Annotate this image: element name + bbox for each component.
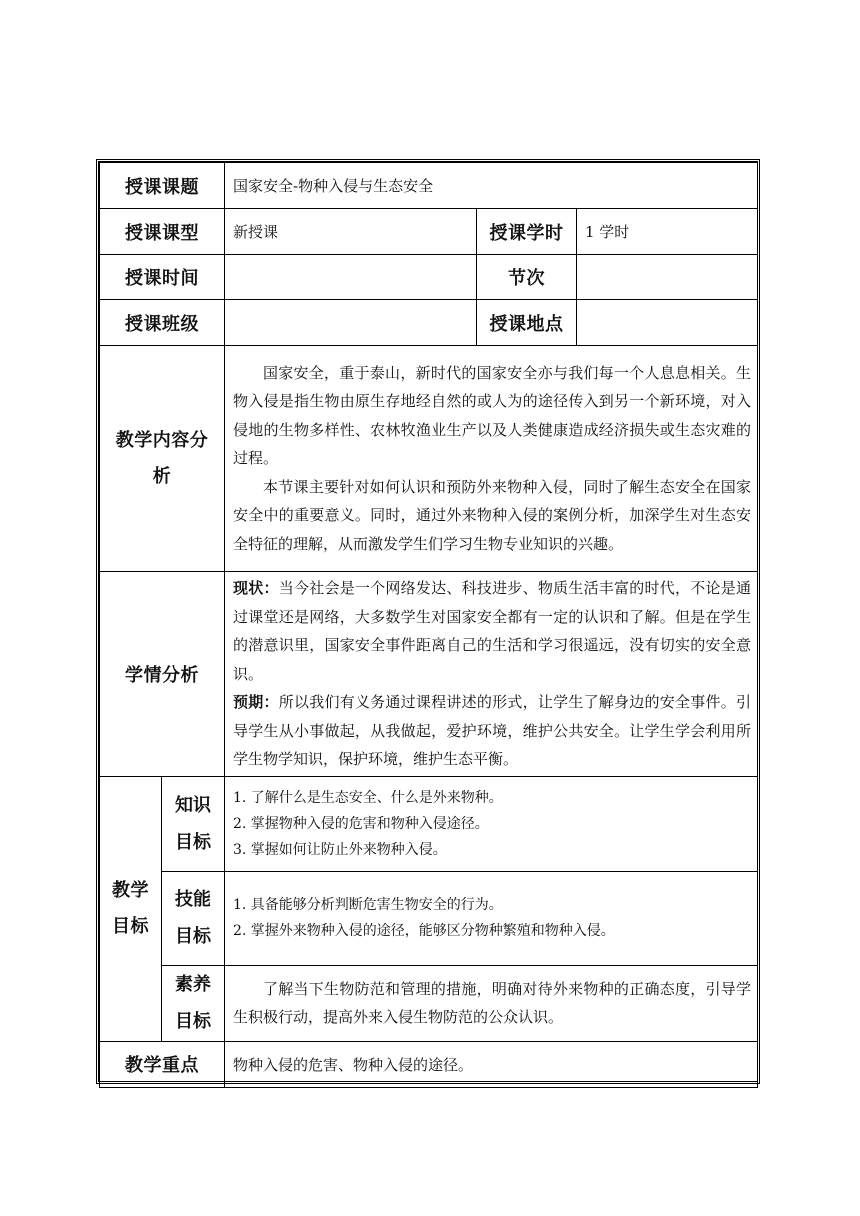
knowledge-label-line1: 知识 [175, 794, 211, 816]
row-time [100, 255, 758, 300]
list-item: 1. 具备能够分析判断危害生物安全的行为。 [233, 897, 503, 913]
row-type [100, 209, 758, 255]
content-analysis-label-line2: 析 [152, 465, 172, 487]
section-label: 节次 [477, 255, 577, 300]
hours-label: 授课学时 [477, 209, 577, 255]
objectives-label-line2: 目标 [112, 915, 149, 937]
hours-value: 1 学时 [577, 209, 758, 255]
objectives-label-line1: 教学 [112, 879, 149, 901]
topic-label: 授课课题 [100, 163, 225, 209]
list-item: 2. 掌握物种入侵的危害和物种入侵途径。 [233, 815, 489, 832]
literacy-label-line2: 目标 [175, 1011, 211, 1032]
content-analysis-para2: 本节课主要针对如何认识和预防外来物种入侵，同时了解生态安全在国家安全中的重要意义。同时，通过外来物种入侵的案例分析，加深学生对生态安全特征的理解，从而激发学生们学习生物专业知识的兴趣。 [233, 477, 751, 553]
literacy-label-line1: 素养 [175, 974, 211, 995]
knowledge-label-line2: 目标 [175, 831, 211, 853]
time-label: 授课时间 [100, 255, 225, 300]
literacy-text: 了解当下生物防范和管理的措施，明确对待外来物种的正确态度，引导学生积极行动，提高外来入侵生物防范的公众认识。 [233, 979, 751, 1026]
objectives-label [100, 776, 162, 1041]
class-value [225, 300, 477, 346]
row-student-analysis [100, 572, 758, 777]
skill-label-line1: 技能 [175, 889, 211, 910]
row-literacy-objective [100, 965, 758, 1041]
type-value: 新授课 [225, 209, 477, 255]
place-label: 授课地点 [477, 300, 577, 346]
list-item: 3. 掌握如何让防止外来物种入侵。 [233, 841, 447, 858]
expect-heading: 预期： [233, 693, 279, 711]
lesson-plan-table [99, 162, 758, 1088]
topic-value: 国家安全-物种入侵与生态安全 [225, 163, 758, 209]
skill-items [225, 871, 758, 965]
status-text: 当今社会是一个网络发达、科技进步、物质生活丰富的时代，不论是通过课堂还是网络，大多数学生对国家安全都有一定的认识和了解。但是在学生的潜意识里，国家安全事件距离自己的生活和学习很遥远，没有切实的安全意识。 [233, 579, 751, 683]
content-analysis-text [225, 346, 758, 572]
row-knowledge-objective [100, 776, 758, 871]
place-value [577, 300, 758, 346]
expect-paragraph [233, 688, 751, 774]
status-heading: 现状： [233, 579, 279, 597]
content-analysis-label-line1: 教学内容分 [115, 429, 209, 451]
student-analysis-label: 学情分析 [100, 572, 225, 777]
knowledge-label [162, 776, 225, 871]
time-value [225, 255, 477, 300]
key-points-value: 物种入侵的危害、物种入侵的途径。 [225, 1041, 758, 1087]
row-class [100, 300, 758, 346]
skill-label-line2: 目标 [175, 926, 211, 947]
list-item: 1. 了解什么是生态安全、什么是外来物种。 [233, 789, 503, 806]
literacy-label [162, 965, 225, 1041]
literacy-text-cell [225, 965, 758, 1041]
row-content-analysis [100, 346, 758, 572]
knowledge-items [225, 776, 758, 871]
student-analysis-text [225, 572, 758, 777]
key-points-label: 教学重点 [100, 1041, 225, 1087]
list-item: 2. 掌握外来物种入侵的途径，能够区分物种繁殖和物种入侵。 [233, 923, 615, 939]
type-label: 授课课型 [100, 209, 225, 255]
row-topic [100, 163, 758, 209]
row-skill-objective [100, 871, 758, 965]
content-analysis-label [100, 346, 225, 572]
skill-label [162, 871, 225, 965]
content-analysis-para1: 国家安全，重于泰山，新时代的国家安全亦与我们每一个人息息相关。生物入侵是指生物由原生存地经自然的或人为的途径传入到另一个新环境，对入侵地的生物多样性、农林牧渔业生产以及人类健康造成经济损失或生态灾难的过程。 [233, 363, 751, 468]
status-paragraph [233, 574, 751, 688]
class-label: 授课班级 [100, 300, 225, 346]
row-key-points [100, 1041, 758, 1087]
section-value [577, 255, 758, 300]
expect-text: 所以我们有义务通过课程讲述的形式，让学生了解身边的安全事件。引导学生从小事做起，从我做起，爱护环境，维护公共安全。让学生学会利用所学生物学知识，保护环境，维护生态平衡。 [233, 693, 751, 768]
